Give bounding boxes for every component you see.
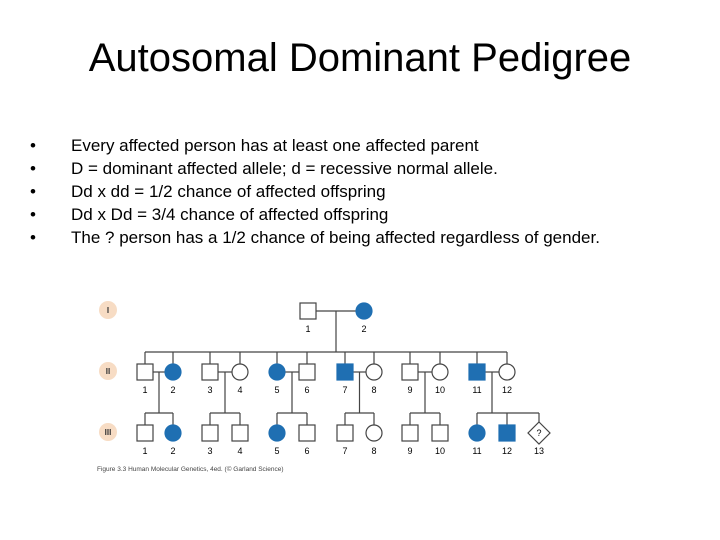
male-symbol bbox=[202, 364, 218, 380]
female-symbol bbox=[269, 364, 285, 380]
member-number: 1 bbox=[142, 385, 148, 395]
question-mark: ? bbox=[536, 428, 542, 438]
member-number: 2 bbox=[170, 385, 176, 395]
member-number: 7 bbox=[342, 446, 348, 456]
member-number: 8 bbox=[371, 385, 377, 395]
member-number: 3 bbox=[207, 446, 213, 456]
female-symbol bbox=[366, 364, 382, 380]
member-number: 11 bbox=[472, 446, 482, 456]
member-number: 4 bbox=[237, 385, 243, 395]
female-symbol bbox=[165, 364, 181, 380]
male-symbol bbox=[432, 425, 448, 441]
bullet-text: The ? person has a 1/2 chance of being affected regardless of gender. bbox=[71, 228, 600, 247]
generation-label: III bbox=[104, 428, 112, 437]
bullet-dot: • bbox=[30, 136, 36, 155]
bullet-dot: • bbox=[30, 228, 36, 247]
member-number: 2 bbox=[170, 446, 176, 456]
male-symbol bbox=[402, 364, 418, 380]
bullet-text: Dd x dd = 1/2 chance of affected offspring bbox=[71, 182, 386, 201]
member-number: 10 bbox=[434, 385, 446, 395]
female-symbol bbox=[269, 425, 285, 441]
member-number: 9 bbox=[407, 446, 413, 456]
pedigree-members bbox=[137, 303, 550, 456]
slide-title: Autosomal Dominant Pedigree bbox=[88, 36, 632, 80]
male-symbol bbox=[469, 364, 485, 380]
male-symbol bbox=[299, 364, 315, 380]
member-number: 6 bbox=[304, 446, 310, 456]
member-number: 8 bbox=[371, 446, 377, 456]
male-symbol bbox=[300, 303, 316, 319]
female-symbol bbox=[232, 364, 248, 380]
generation-label: I bbox=[106, 306, 110, 315]
male-symbol bbox=[202, 425, 218, 441]
female-symbol bbox=[366, 425, 382, 441]
male-symbol bbox=[137, 364, 153, 380]
male-symbol bbox=[137, 425, 153, 441]
bullet-text: Dd x Dd = 3/4 chance of affected offspring bbox=[71, 205, 389, 224]
bullet-text: Every affected person has at least one affected parent bbox=[71, 136, 479, 155]
female-symbol bbox=[469, 425, 485, 441]
female-symbol bbox=[499, 364, 515, 380]
male-symbol bbox=[337, 364, 353, 380]
member-number: 4 bbox=[237, 446, 243, 456]
member-number: 7 bbox=[342, 385, 348, 395]
member-number: 6 bbox=[304, 385, 310, 395]
generation-label: II bbox=[105, 367, 111, 376]
male-symbol bbox=[299, 425, 315, 441]
member-number: 13 bbox=[533, 446, 545, 456]
figure-caption: Figure 3.3 Human Molecular Genetics, 4ed. (© Garland Science) bbox=[97, 466, 284, 473]
member-number: 1 bbox=[305, 324, 311, 334]
member-number: 11 bbox=[472, 385, 482, 395]
member-number: 5 bbox=[274, 385, 280, 395]
member-number: 9 bbox=[407, 385, 413, 395]
member-number: 12 bbox=[501, 385, 513, 395]
bullet-dot: • bbox=[30, 182, 36, 201]
member-number: 1 bbox=[142, 446, 148, 456]
member-number: 3 bbox=[207, 385, 213, 395]
male-symbol bbox=[499, 425, 515, 441]
male-symbol bbox=[402, 425, 418, 441]
member-number: 10 bbox=[434, 446, 446, 456]
generation-badges bbox=[99, 301, 117, 441]
bullet-dot: • bbox=[30, 205, 36, 224]
male-symbol bbox=[232, 425, 248, 441]
member-number: 2 bbox=[361, 324, 367, 334]
female-symbol bbox=[432, 364, 448, 380]
female-symbol bbox=[356, 303, 372, 319]
bullet-dot: • bbox=[30, 159, 36, 178]
bullet-text: D = dominant affected allele; d = recessive normal allele. bbox=[71, 159, 498, 178]
female-symbol bbox=[165, 425, 181, 441]
member-number: 5 bbox=[274, 446, 280, 456]
male-symbol bbox=[337, 425, 353, 441]
member-number: 12 bbox=[501, 446, 513, 456]
